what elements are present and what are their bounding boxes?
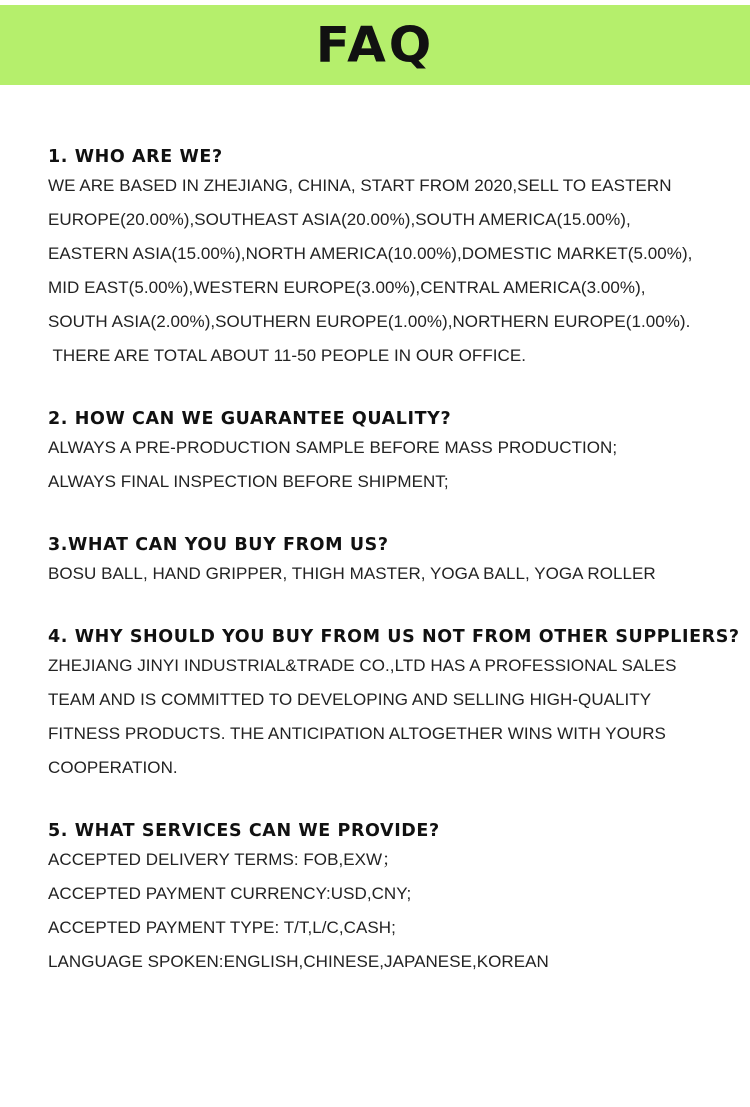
faq-question: 5. WHAT SERVICES CAN WE PROVIDE? <box>48 821 440 841</box>
faq-item-services <box>48 819 718 979</box>
page-title: FAQ <box>315 16 435 74</box>
faq-answer <box>48 843 718 979</box>
faq-header-banner <box>0 5 750 85</box>
faq-item-products <box>48 533 718 591</box>
faq-answer <box>48 169 718 373</box>
faq-item-who-are-we <box>48 145 718 373</box>
faq-question: 1. WHO ARE WE? <box>48 147 223 167</box>
answer-line: EASTERN ASIA(15.00%),NORTH AMERICA(10.00%),DOMESTIC MARKET(5.00%), <box>48 244 693 263</box>
answer-line: ACCEPTED DELIVERY TERMS: FOB,EXW； <box>48 850 400 869</box>
answer-line: LANGUAGE SPOKEN:ENGLISH,CHINESE,JAPANESE,KOREAN <box>48 952 549 971</box>
answer-line: ALWAYS FINAL INSPECTION BEFORE SHIPMENT; <box>48 472 449 491</box>
faq-answer <box>48 557 718 591</box>
faq-question: 2. HOW CAN WE GUARANTEE QUALITY? <box>48 409 452 429</box>
answer-line: THERE ARE TOTAL ABOUT 11-50 PEOPLE IN OUR OFFICE. <box>48 346 527 365</box>
answer-line: FITNESS PRODUCTS. THE ANTICIPATION ALTOGETHER WINS WITH YOURS <box>48 724 666 743</box>
faq-answer <box>48 649 718 785</box>
answer-line: ACCEPTED PAYMENT CURRENCY:USD,CNY; <box>48 884 412 903</box>
answer-line: ACCEPTED PAYMENT TYPE: T/T,L/C,CASH; <box>48 918 396 937</box>
answer-line: TEAM AND IS COMMITTED TO DEVELOPING AND SELLING HIGH-QUALITY <box>48 690 652 709</box>
faq-list <box>48 145 740 1013</box>
answer-line: EUROPE(20.00%),SOUTHEAST ASIA(20.00%),SOUTH AMERICA(15.00%), <box>48 210 631 229</box>
faq-answer <box>48 431 718 499</box>
answer-line: ZHEJIANG JINYI INDUSTRIAL&TRADE CO.,LTD HAS A PROFESSIONAL SALES <box>48 656 677 675</box>
answer-line: MID EAST(5.00%),WESTERN EUROPE(3.00%),CENTRAL AMERICA(3.00%), <box>48 278 646 297</box>
faq-item-why-us <box>48 625 740 785</box>
answer-line: SOUTH ASIA(2.00%),SOUTHERN EUROPE(1.00%),NORTHERN EUROPE(1.00%). <box>48 312 691 331</box>
faq-question: 4. WHY SHOULD YOU BUY FROM US NOT FROM OTHER SUPPLIERS? <box>48 627 740 647</box>
answer-line: ALWAYS A PRE-PRODUCTION SAMPLE BEFORE MASS PRODUCTION; <box>48 438 618 457</box>
answer-line: BOSU BALL, HAND GRIPPER, THIGH MASTER, YOGA BALL, YOGA ROLLER <box>48 564 656 583</box>
faq-question: 3.WHAT CAN YOU BUY FROM US? <box>48 535 389 555</box>
answer-line: WE ARE BASED IN ZHEJIANG, CHINA, START FROM 2020,SELL TO EASTERN <box>48 176 672 195</box>
answer-line: COOPERATION. <box>48 758 178 777</box>
faq-item-quality <box>48 407 718 499</box>
